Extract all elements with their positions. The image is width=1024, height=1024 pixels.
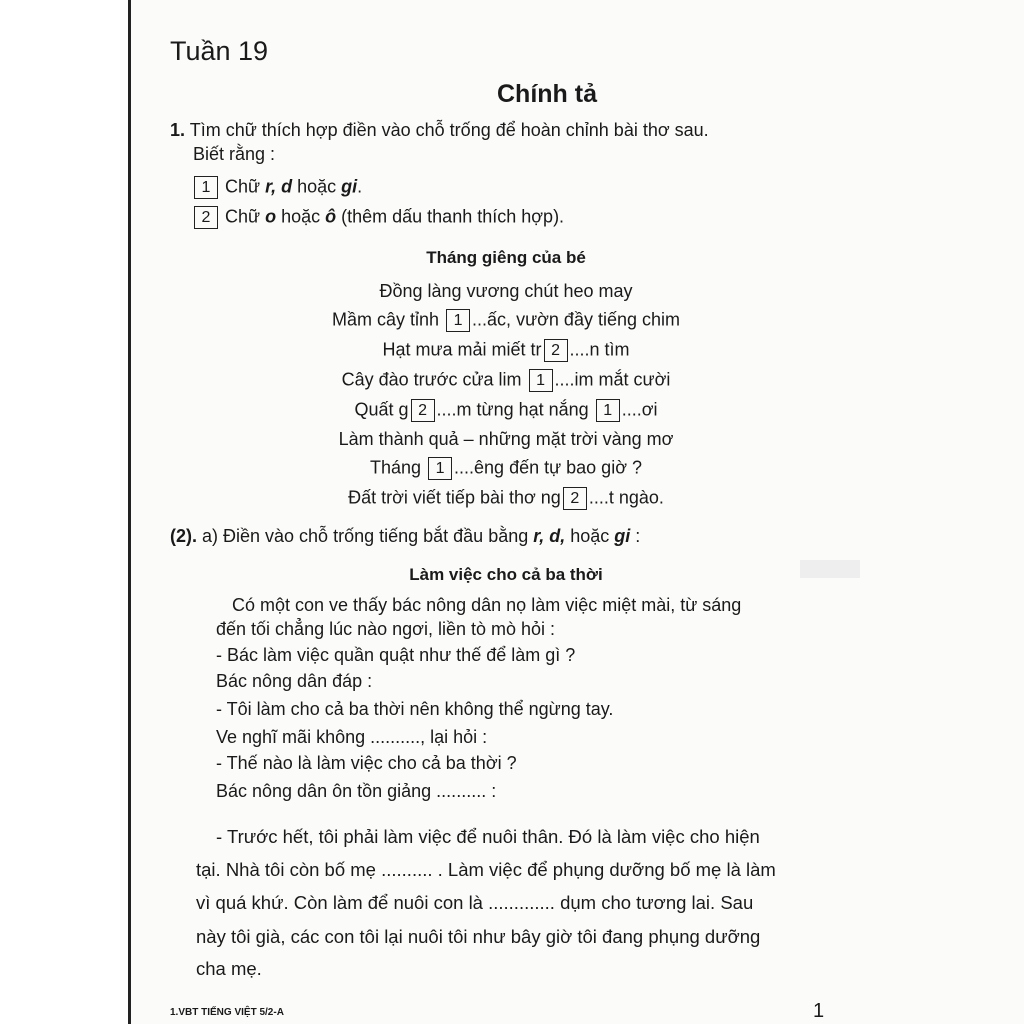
poem-line-5-e: ....ơi (621, 399, 658, 420)
poem-line-5 (131, 399, 881, 422)
story-para-line: vì quá khứ. Còn làm để nuôi con là ............. dụm cho tương lai. Sau (196, 892, 754, 913)
story-para-line: tại. Nhà tôi còn bố mẹ .......... . Làm việc để phụng dưỡng bố mẹ là làm (196, 859, 776, 880)
story-line: Ve nghĩ mãi không .........., lại hỏi : (216, 727, 488, 747)
rule2-mid: hoặc (276, 206, 326, 227)
blank-box[interactable]: 1 (428, 457, 452, 480)
story-para-line: - Trước hết, tôi phải làm việc để nuôi thân. Đó là làm việc cho hiện (216, 826, 760, 847)
poem-line-7-a: Tháng (369, 457, 422, 478)
ex1-rule-1 (192, 176, 362, 199)
ex2-prompt-mid: hoặc (565, 526, 615, 546)
ex1-prompt (170, 120, 709, 141)
poem-line-4-a: Cây đào trước cửa lim (341, 369, 522, 390)
ex2-prompt (170, 526, 640, 547)
blank-box[interactable]: 1 (596, 399, 620, 422)
blank-box[interactable]: 1 (446, 309, 470, 332)
poem-line-8-c: ....t ngào. (588, 487, 664, 508)
rule1-last: gi (341, 176, 358, 197)
story-line: - Thế nào là làm việc cho cả ba thời ? (216, 753, 517, 773)
poem-line-4 (131, 369, 881, 392)
poem-line-4-c: ....im mắt cười (554, 369, 671, 390)
ex2-last: gi (614, 526, 631, 546)
facing-page-edge (0, 0, 131, 1024)
rule2-letter2: ô (325, 206, 337, 227)
ex1-prompt-text: Tìm chữ thích hợp điền vào chỗ trống để hoàn chỉnh bài thơ sau. (189, 120, 709, 140)
poem-line-7-c: ....êng đến tự bao giờ ? (454, 457, 643, 478)
poem-title: Tháng giêng của bé (426, 248, 586, 267)
poem-line-2 (131, 309, 881, 332)
rule2-pre: Chữ (225, 206, 266, 227)
ex1-prompt-line2: Biết rằng : (193, 144, 276, 164)
rule2-post: (thêm dấu thanh thích hợp). (336, 206, 565, 227)
blank-box[interactable]: 2 (544, 339, 568, 362)
story-para-line: này tôi già, các con tôi lại nuôi tôi như bây giờ tôi đang phụng dưỡng (196, 926, 761, 947)
story-line: - Bác làm việc quần quật như thế để làm gì ? (216, 645, 576, 665)
blank-box[interactable]: 2 (563, 487, 587, 510)
poem-line-2-c: ...ấc, vườn đầy tiếng chim (472, 309, 680, 330)
ex2-number: (2). (170, 526, 197, 546)
blank-box[interactable]: 2 (411, 399, 435, 422)
poem-line-5-c: ....m từng hạt nắng (436, 399, 589, 420)
ex2-letters: r, d, (533, 526, 566, 546)
ex1-number: 1. (170, 120, 186, 140)
ex2-prompt-pre: a) Điền vào chỗ trống tiếng bắt đầu bằng (197, 526, 534, 546)
poem-line-8 (131, 487, 881, 510)
week-heading: Tuần 19 (170, 36, 269, 66)
story-line: Bác nông dân ôn tồn giảng .......... : (216, 781, 497, 801)
poem-line-7 (131, 457, 881, 480)
poem-line-6: Làm thành quả – những mặt trời vàng mơ (338, 429, 674, 449)
book-code: 1.VBT TIẾNG VIỆT 5/2-A (170, 1007, 284, 1018)
story-line: - Tôi làm cho cả ba thời nên không thể ngừng tay. (216, 699, 614, 719)
rule-box-2: 2 (194, 206, 218, 229)
ex2-prompt-post: : (630, 526, 641, 546)
story-para-line: cha mẹ. (196, 958, 262, 979)
page-title: Chính tả (497, 80, 597, 108)
rule1-mid: hoặc (292, 176, 342, 197)
rule-box-1: 1 (194, 176, 218, 199)
poem-line-5-a: Quất g (354, 399, 409, 420)
poem-line-3-c: ....n tìm (569, 339, 630, 360)
rule1-letters: r, d (265, 176, 293, 197)
rule1-post: . (357, 176, 363, 197)
story-line: Có một con ve thấy bác nông dân nọ làm việc miệt mài, từ sáng (232, 595, 742, 615)
poem-line-8-a: Đất trời viết tiếp bài thơ ng (348, 487, 561, 508)
ex1-rule-2 (192, 206, 564, 229)
poem-line-1: Đồng làng vương chút heo may (379, 281, 633, 301)
rule2-letter1: o (265, 206, 277, 227)
poem-line-3-a: Hạt mưa mải miết tr (382, 339, 542, 360)
story-line: Bác nông dân đáp : (216, 671, 373, 691)
poem-line-3 (131, 339, 881, 362)
page-number: 1 (813, 1000, 825, 1022)
story-line: đến tối chẳng lúc nào ngơi, liền tò mò hỏi : (216, 619, 556, 639)
story-title: Làm việc cho cả ba thời (409, 565, 603, 584)
blank-box[interactable]: 1 (529, 369, 553, 392)
rule1-pre: Chữ (225, 176, 266, 197)
poem-line-2-a: Mầm cây tỉnh (331, 309, 440, 330)
